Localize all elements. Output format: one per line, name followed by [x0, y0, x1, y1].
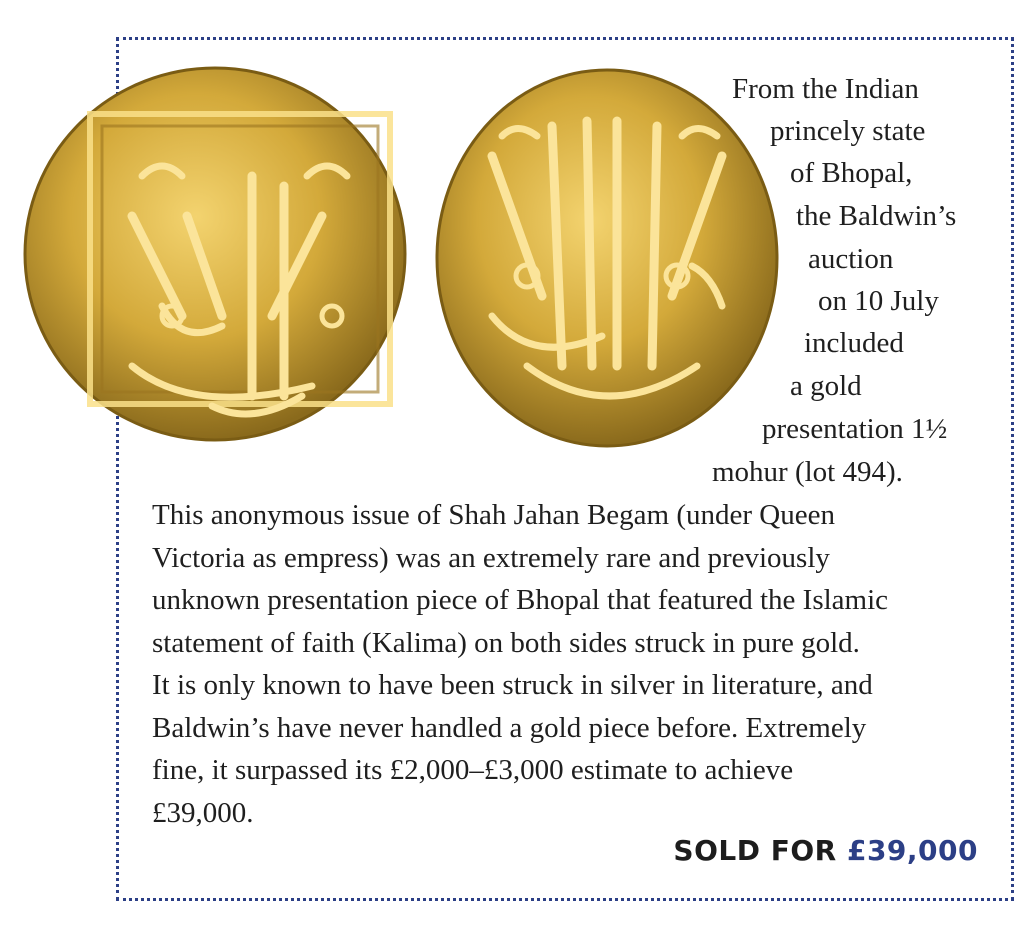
body-paragraph [152, 494, 1002, 834]
intro-line: included [804, 327, 904, 359]
intro-line: on 10 July [818, 285, 939, 317]
body-line: It is only known to have been struck in silver in literature, and [152, 669, 873, 701]
intro-line: princely state [770, 115, 926, 147]
intro-line: the Baldwin’s [796, 200, 957, 232]
body-line: unknown presentation piece of Bhopal that featured the Islamic [152, 584, 889, 616]
body-line: Victoria as empress) was an extremely rare and previously [152, 541, 830, 574]
body-line: Baldwin’s have never handled a gold piece before. Extremely [152, 711, 867, 744]
intro-line: a gold [790, 370, 862, 402]
intro-line: auction [808, 243, 894, 275]
intro-line: mohur (lot 494). [712, 456, 903, 488]
intro-line: of Bhopal, [790, 157, 913, 189]
coin-obverse-image [22, 66, 412, 446]
intro-line: presentation 1½ [762, 413, 948, 445]
intro-line: From the Indian [732, 73, 919, 105]
sold-for-label: SOLD FOR [673, 834, 837, 867]
body-line: This anonymous issue of Shah Jahan Begam (under Queen [152, 499, 835, 531]
coin-reverse-image [432, 66, 782, 456]
body-line: statement of faith (Kalima) on both sides struck in pure gold. [152, 626, 860, 659]
body-line: fine, it surpassed its £2,000–£3,000 estimate to achieve [152, 754, 794, 786]
body-line: £39,000. [152, 796, 254, 829]
sold-price: £39,000 [846, 834, 978, 867]
sold-for-line [673, 834, 978, 867]
